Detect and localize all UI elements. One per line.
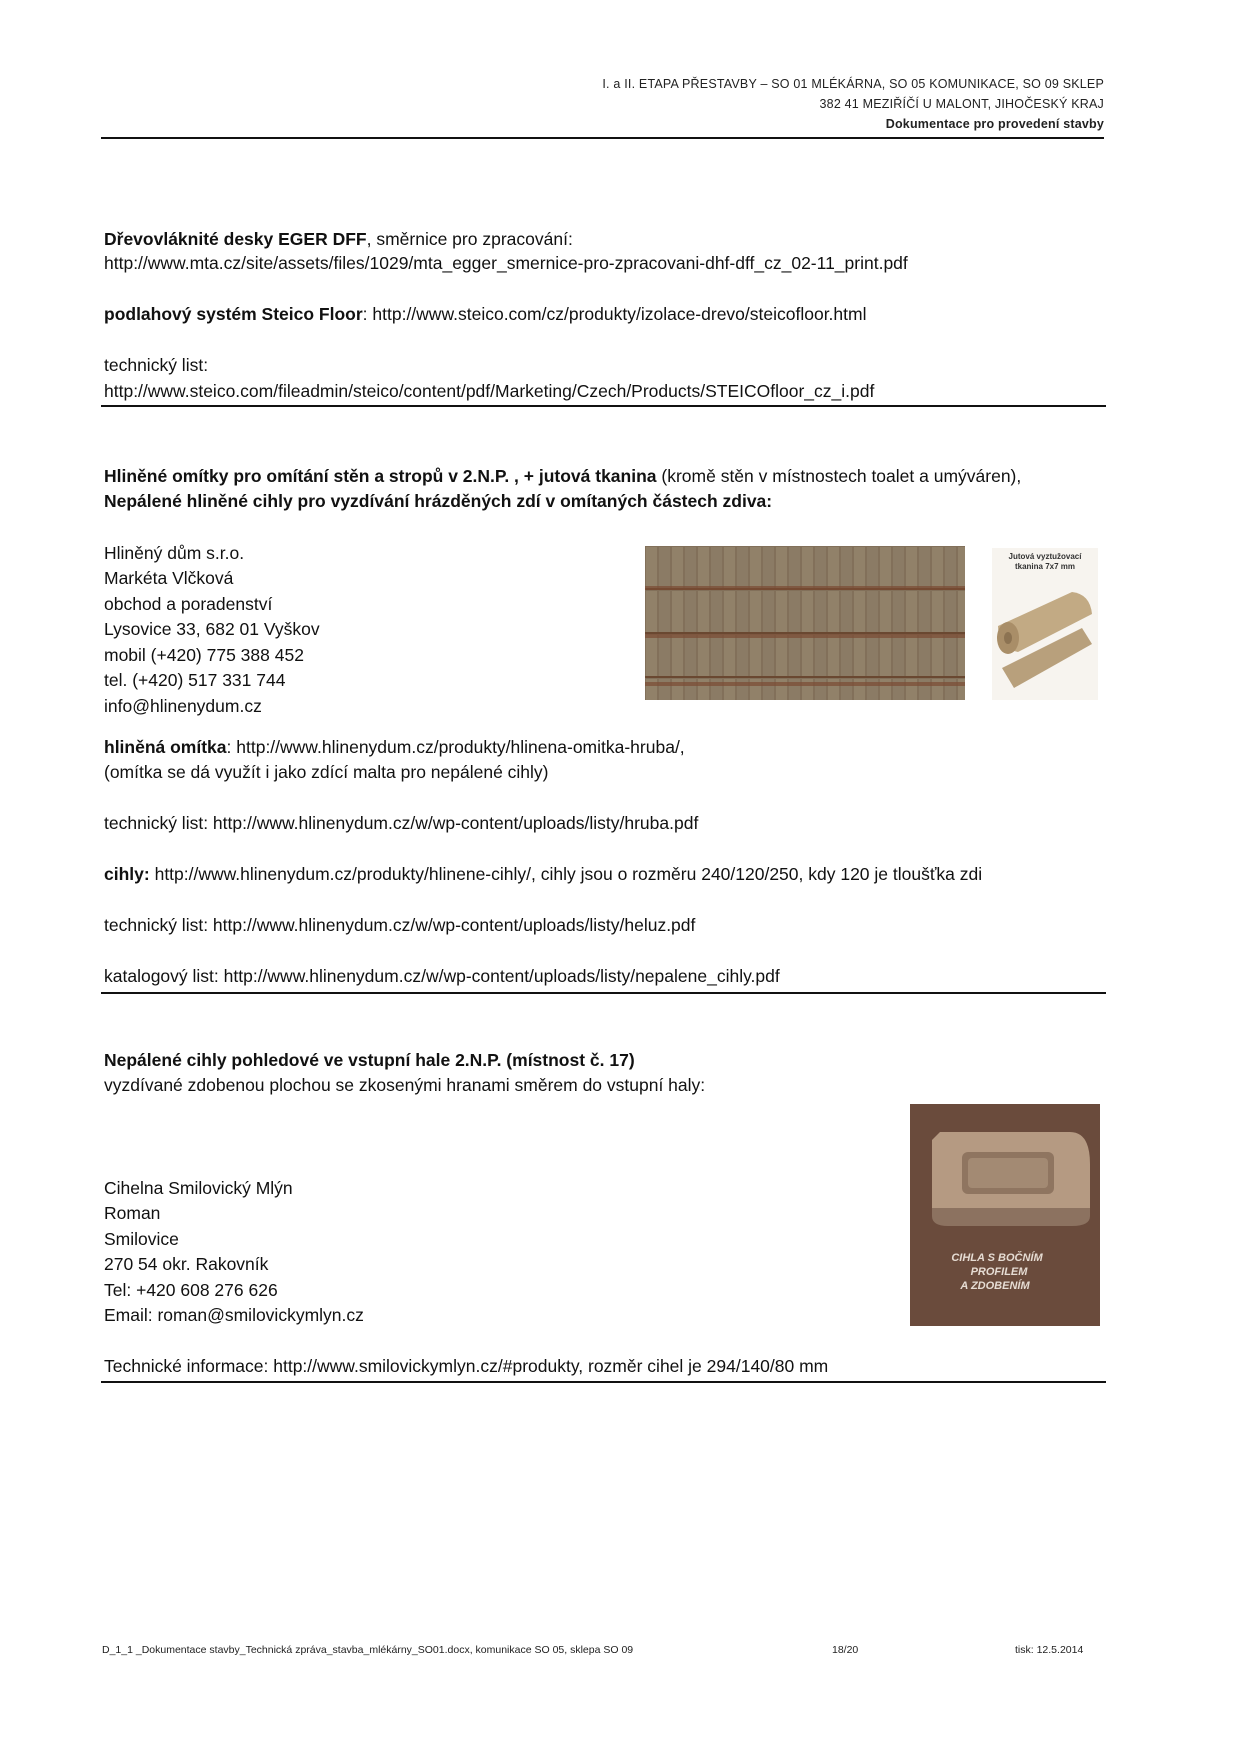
decorative-brick-photo — [910, 1104, 1100, 1326]
s3-contact-5: Email: roman@smilovickymlyn.cz — [104, 1305, 364, 1325]
s2-contact-2: obchod a poradenství — [104, 594, 273, 614]
s2-omitka-line — [104, 737, 685, 758]
s2-contact-4: mobil (+420) 775 388 452 — [104, 645, 304, 665]
s1-floor-url: : http://www.steico.com/cz/produkty/izolace-drevo/steicofloor.html — [362, 304, 867, 324]
jute-roll-photo — [992, 548, 1098, 700]
s2-omitka-label: hliněná omítka — [104, 737, 227, 757]
s1-title-line — [104, 229, 573, 250]
s2-tech1: technický list: http://www.hlinenydum.cz/w/wp-content/uploads/listy/hruba.pdf — [104, 813, 699, 833]
s2-title2: Nepálené hliněné cihly pro vyzdívání hrázděných zdí v omítaných částech zdiva: — [104, 491, 773, 511]
brick-caption-3: A ZDOBENÍM — [960, 1280, 1030, 1292]
s3-tech: Technické informace: http://www.smilovickymlyn.cz/#produkty, rozměr cihel je 294/140/80 mm — [104, 1356, 829, 1376]
s2-rule — [101, 992, 1106, 994]
brick-caption-2: PROFILEM — [970, 1266, 1028, 1278]
footer-print-date: tisk: 12.5.2014 — [1015, 1644, 1084, 1656]
s3-contact-4: Tel: +420 608 276 626 — [104, 1280, 278, 1300]
s2-omitka-url: : http://www.hlinenydum.cz/produkty/hlinena-omitka-hruba/, — [226, 737, 685, 757]
s2-cihly-text: http://www.hlinenydum.cz/produkty/hlinene-cihly/, cihly jsou o rozměru 240/120/250, kdy 120 je tloušťka zdi — [149, 864, 983, 884]
s1-techlist-label: technický list: — [104, 355, 209, 375]
s3-rule — [101, 1381, 1106, 1383]
header-location: 382 41 MEZIŘÍČÍ U MALONT, JIHOČESKÝ KRAJ — [819, 97, 1104, 111]
footer-page-number: 18/20 — [832, 1644, 859, 1656]
brick-wall-photo — [645, 546, 965, 700]
header-rule — [101, 137, 1104, 139]
header-project: I. a II. ETAPA PŘESTAVBY – SO 01 MLÉKÁRNA, SO 05 KOMUNIKACE, SO 09 SKLEP — [602, 77, 1104, 91]
footer-filename: D_1_1 _Dokumentace stavby_Technická zpráva_stavba_mlékárny_SO01.docx, komunikace SO 05, sklepa SO 09 — [102, 1644, 634, 1656]
s1-floor-line — [104, 304, 866, 325]
s2-contact-3: Lysovice 33, 682 01 Vyškov — [104, 619, 320, 639]
s3-contact-3: 270 54 okr. Rakovník — [104, 1254, 269, 1274]
s2-title1-rest: (kromě stěn v místnostech toalet a umýváren), — [656, 466, 1022, 486]
jute-caption-2: tkanina 7x7 mm — [1014, 562, 1076, 571]
s1-floor-label: podlahový systém Steico Floor — [104, 304, 363, 324]
s3-title: Nepálené cihly pohledové ve vstupní hale 2.N.P. (místnost č. 17) — [104, 1050, 635, 1070]
s1-url2: http://www.steico.com/fileadmin/steico/content/pdf/Marketing/Czech/Products/STEICOfloor_cz_i.pdf — [104, 381, 875, 401]
s1-rule — [101, 405, 1106, 407]
s2-cihly-line — [104, 864, 982, 885]
s3-contact-2: Smilovice — [104, 1229, 179, 1249]
s2-cihly-label: cihly: — [104, 864, 150, 884]
brick-caption-1: CIHLA S BOČNÍM — [951, 1252, 1043, 1264]
s2-contact-5: tel. (+420) 517 331 744 — [104, 670, 286, 690]
s2-tech2: technický list: http://www.hlinenydum.cz/w/wp-content/uploads/listy/heluz.pdf — [104, 915, 696, 935]
s3-contact-1: Roman — [104, 1203, 161, 1223]
s2-contact-0: Hliněný dům s.r.o. — [104, 543, 245, 563]
s2-contact-1: Markéta Vlčková — [104, 568, 234, 588]
header-doc-type: Dokumentace pro provedení stavby — [885, 117, 1104, 131]
s2-title1: Hliněné omítky pro omítání stěn a stropů v 2.N.P. , + jutová tkanina — [104, 466, 657, 486]
s1-title-rest: , směrnice pro zpracování: — [366, 229, 573, 249]
s3-contact-0: Cihelna Smilovický Mlýn — [104, 1178, 293, 1198]
s2-contact-6: info@hlinenydum.cz — [104, 696, 262, 716]
s2-title1-line — [104, 466, 1021, 487]
s2-katalog: katalogový list: http://www.hlinenydum.cz/w/wp-content/uploads/listy/nepalene_cihly.pdf — [104, 966, 780, 986]
s1-title: Dřevovláknité desky EGER DFF — [104, 229, 367, 249]
jute-caption-1: Jutová vyztužovací — [1008, 552, 1082, 561]
s1-url1: http://www.mta.cz/site/assets/files/1029/mta_egger_smernice-pro-zpracovani-dhf-dff_cz_02-11_print.pdf — [104, 253, 908, 273]
s3-subtitle: vyzdívané zdobenou plochou se zkosenými hranami směrem do vstupní haly: — [104, 1075, 706, 1095]
s2-omitka-note: (omítka se dá využít i jako zdící malta pro nepálené cihly) — [104, 762, 549, 782]
